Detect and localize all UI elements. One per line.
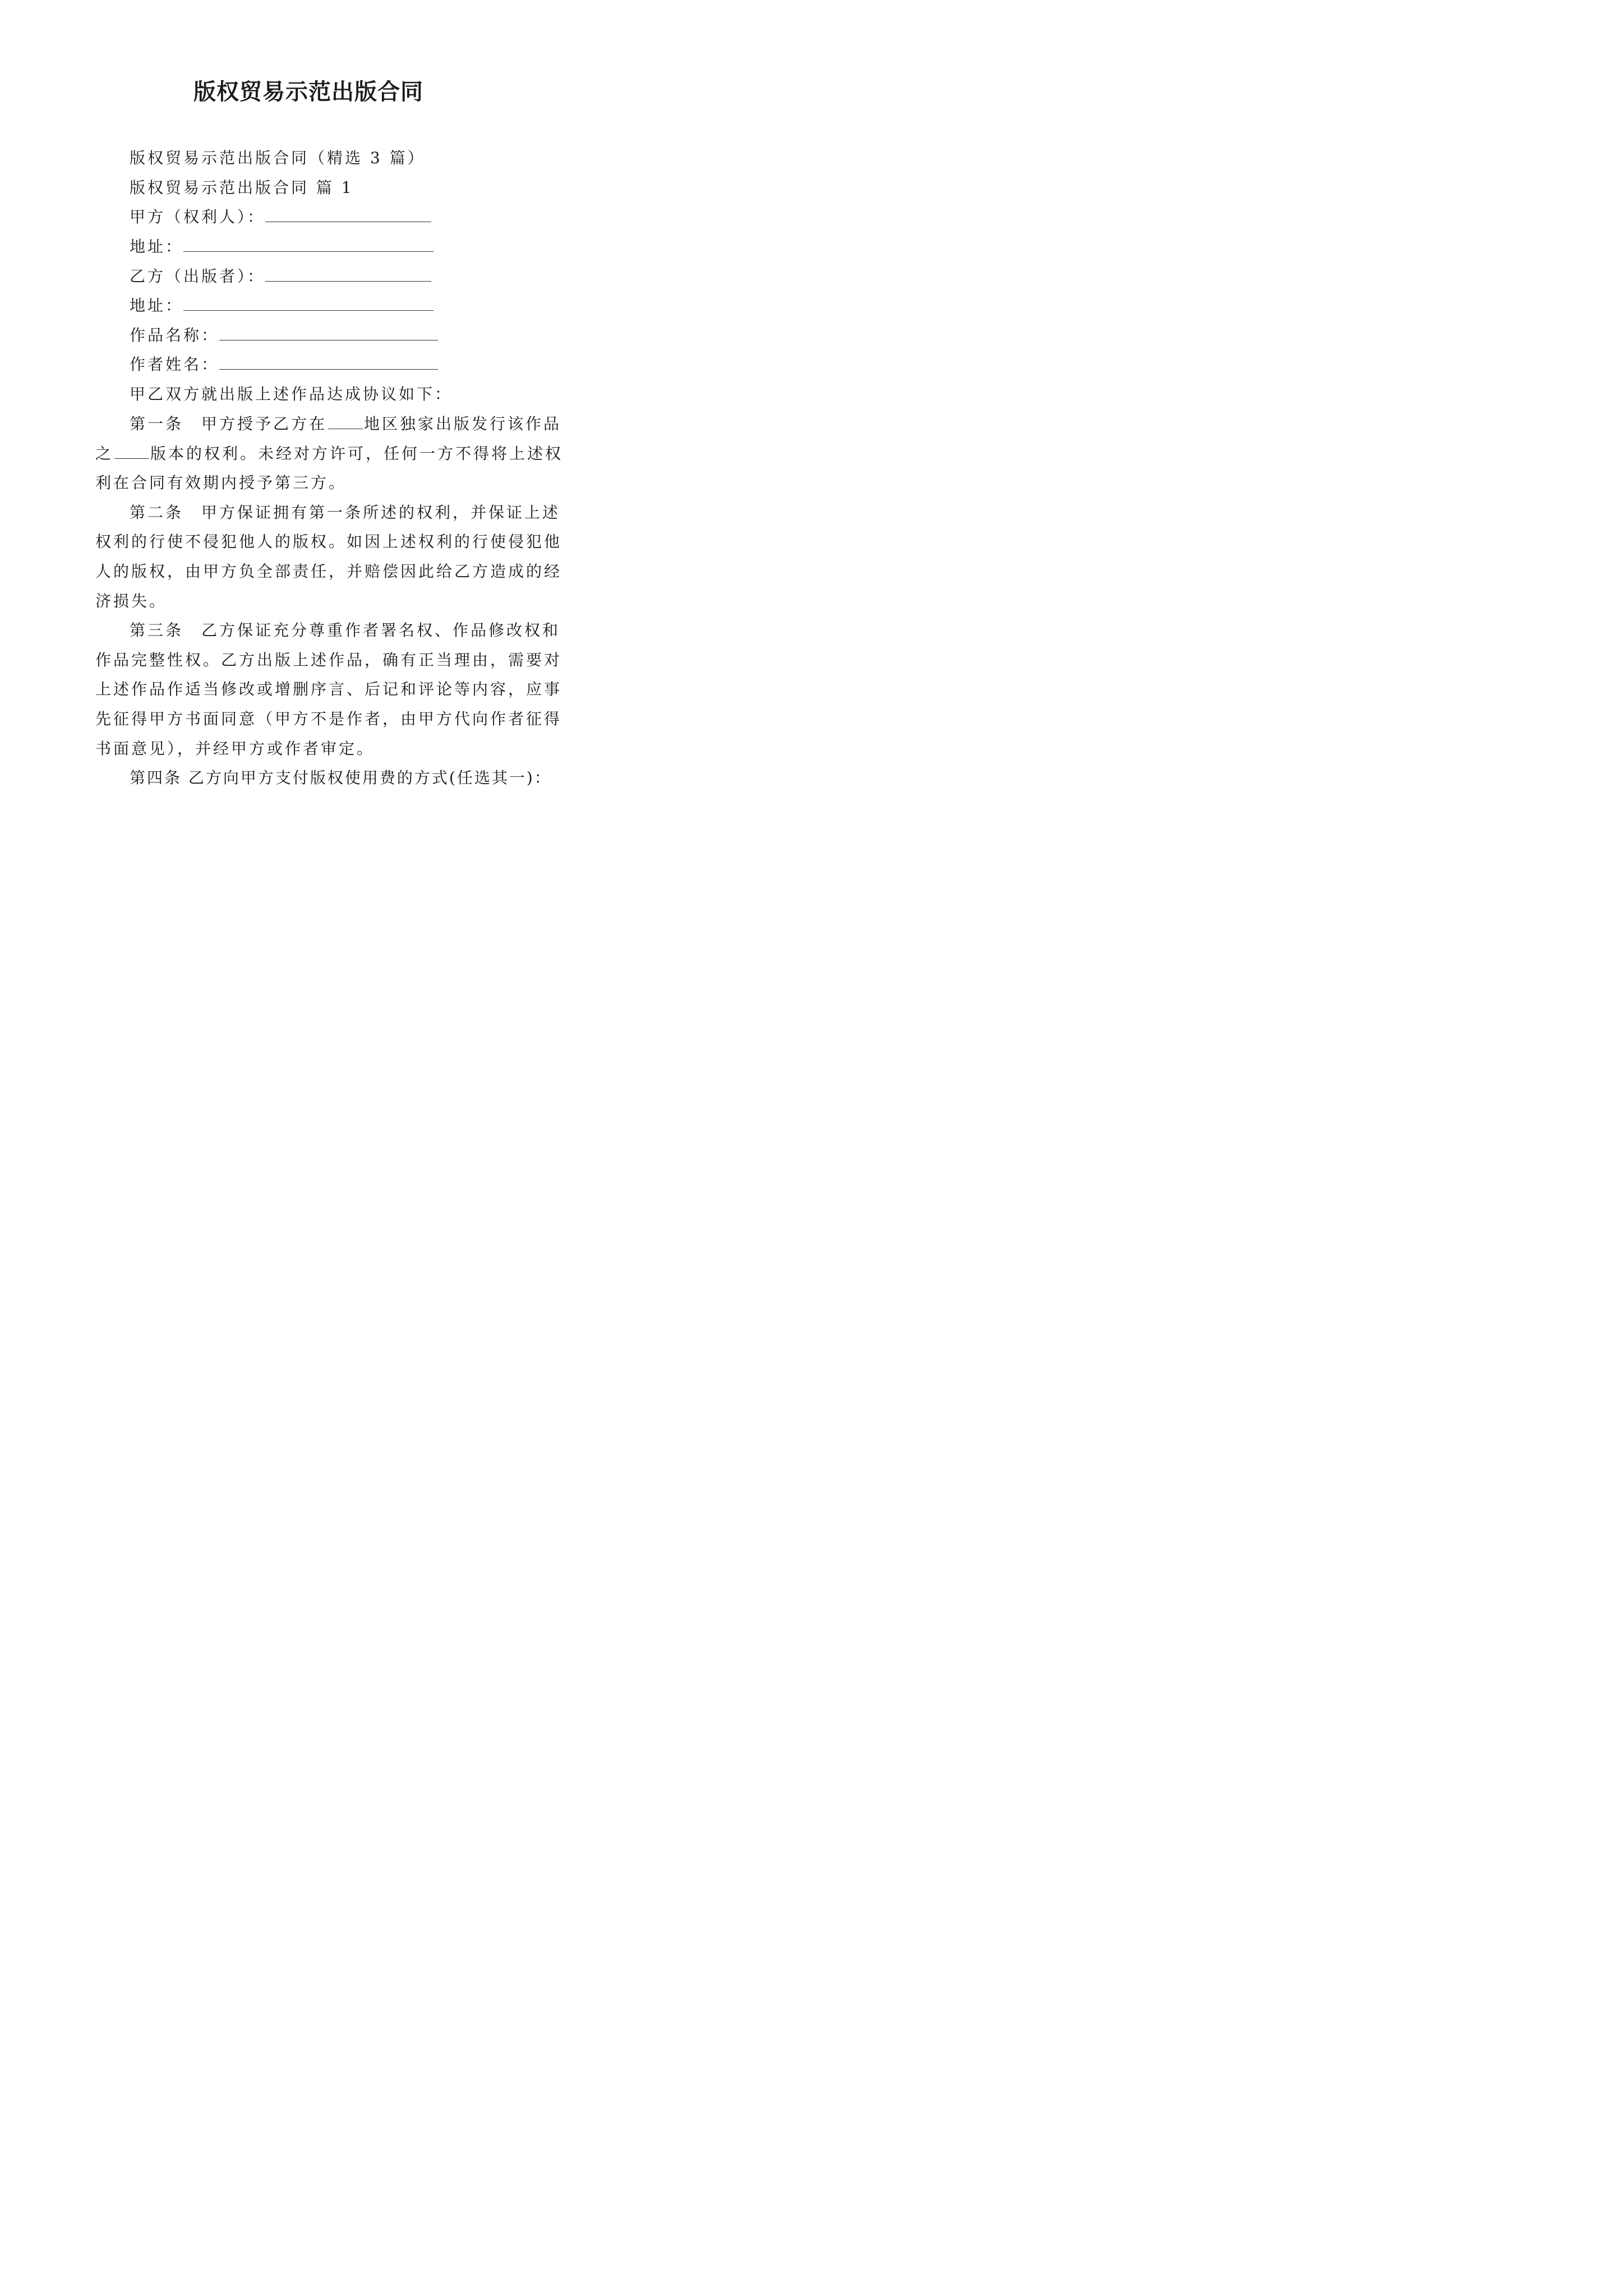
region-blank [328, 414, 363, 429]
article1-text-b: 地区独家出版发行该作品 [364, 415, 562, 433]
article1-line2 [95, 443, 563, 465]
party-b-label: 乙方（出版者）： [130, 267, 266, 286]
address-b-label: 地址： [130, 296, 184, 315]
author-name-label: 作者姓名： [130, 355, 220, 374]
document-page [0, 0, 617, 873]
article2-line1: 第二条 甲方保证拥有第一条所述的权利，并保证上述 [130, 503, 561, 522]
party-a-blank [265, 207, 431, 222]
article2-line2: 权利的行使不侵犯他人的版权。如因上述权利的行使侵犯他 [95, 532, 562, 551]
article1-text-c: 之 [95, 444, 114, 463]
document-title: 版权贸易示范出版合同 [193, 79, 423, 105]
address-b-blank [183, 296, 434, 311]
address-a-label: 地址： [130, 237, 184, 256]
address-a-blank [183, 237, 434, 252]
article3-line5: 书面意见），并经甲方或作者审定。 [95, 739, 375, 758]
article3-line4: 先征得甲方书面同意（甲方不是作者，由甲方代向作者征得 [95, 710, 562, 728]
address-a-row [130, 236, 434, 258]
document-subtitle: 版权贸易示范出版合同（精选 3 篇） [130, 149, 426, 167]
article2-line4: 济损失。 [95, 592, 168, 610]
party-b-row [130, 265, 431, 288]
article2-line3: 人的版权，由甲方负全部责任，并赔偿因此给乙方造成的经 [95, 562, 562, 581]
party-b-blank [265, 266, 431, 282]
article1-text-d: 版本的权利。未经对方许可，任何一方不得将上述权 [150, 444, 564, 463]
article3-line3: 上述作品作适当修改或增删序言、后记和评论等内容，应事 [95, 680, 562, 698]
work-title-row [130, 324, 438, 347]
party-a-row [130, 206, 431, 228]
address-b-row [130, 295, 434, 317]
edition-blank [114, 444, 149, 459]
section-heading: 版权贸易示范出版合同 篇 1 [130, 178, 354, 197]
work-title-label: 作品名称： [130, 326, 220, 344]
work-title-blank [219, 325, 438, 341]
article3-line2: 作品完整性权。乙方出版上述作品，确有正当理由，需要对 [95, 651, 562, 669]
article4-line1: 第四条 乙方向甲方支付版权使用费的方式(任选其一)： [130, 769, 552, 787]
article1-line1 [130, 413, 561, 435]
agreement-intro: 甲乙双方就出版上述作品达成协议如下： [130, 385, 453, 403]
party-a-label: 甲方（权利人）： [130, 208, 266, 226]
author-name-blank [219, 355, 438, 370]
article1-text-a: 第一条 甲方授予乙方在 [130, 415, 328, 433]
article3-line1: 第三条 乙方保证充分尊重作者署名权、作品修改权和 [130, 621, 561, 639]
article1-line3: 利在合同有效期内授予第三方。 [95, 473, 347, 492]
author-name-row [130, 353, 438, 376]
